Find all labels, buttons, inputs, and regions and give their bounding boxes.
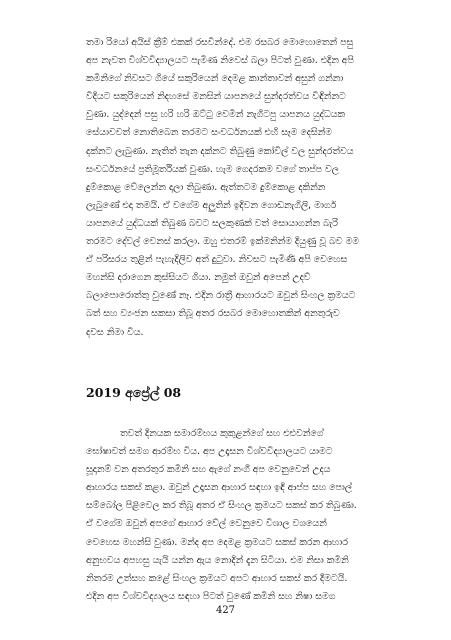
paragraph-line: සංවර්ධනයේ ප්‍රතිමූර්තියක් වුණා. හැම ගෙදරකම වගේ තාප්ප වල	[86, 163, 339, 175]
paragraph-line: නිතරම උත්සහ කළේ සිංහල ක්‍රමයට අපට ආහාර සකස් කර දීමටයි.	[86, 572, 348, 584]
paragraph-line: තමා රියෝ අයිස් ක්‍රීම් එකක් රසවින්දේ. එම රසබර මොහොතෙන් පසු	[86, 37, 354, 48]
paragraph-line: තවත් දිනයක සමාරම්භය කුකුළන්ගේ සහ එළුවන්ගේ	[120, 428, 324, 439]
paragraph-line: ඒ වගේම ඔවුන් අපගේ ආහාර වේල් වෙනුවෙ විශාල වශයෙන්	[86, 518, 327, 530]
paragraph-line: තරමට දේවල් වෙනස් කරලා. ඔහු එතරම් ඉක්මනින්ම දියුණු වූ බව මම	[86, 236, 359, 248]
paragraph-line: සේයාවවත් නොතිබෙන තරමට සංවර්ධනයක් එහි සෑම දෙසින්ම	[86, 127, 332, 139]
body-paragraph-2	[86, 425, 384, 606]
paragraph-line: දුම්කොළ වේලෙන්න දාලා තිබුණා. ඇත්තටම දුම්කොළ දකින්න	[86, 181, 326, 193]
paragraph-line: අනුභවය අපහසු යැයි යන්න ඇය නොදින් දැන සිටියා. එම නිසා කමිනි	[86, 554, 349, 566]
paragraph-line: ඒ පරිසරය තුළින් පැහැදිලිව අත් දුටුවා. නිවසට පැමිණි අපි වෙහෙස	[86, 254, 348, 266]
paragraph-line: අප නැවත විශ්වවිද්‍යාලයට පැමිණ නිවෙස් බලා පිටත් වුණා. එදින අපි	[86, 55, 354, 67]
paragraph-line: සූදානම් වන අතරතුර කමිනි සහ ඇගේ නංගී අප වෙනුවෙන් උදය	[86, 464, 331, 476]
paragraph-line: වෙහෙස මහන්සි වුණා. මන්ද අප දෙමළ ක්‍රමයට සකස් කරන ආහාර	[86, 536, 348, 548]
date-heading: 2019 අප්‍රේල් 08	[86, 385, 182, 400]
paragraph-line: ආහාරය සකස් කළා. ඔවුන් උදෑසන ආහාර සඳහා ඉඳි ආප්ප සහ පොල්	[86, 482, 353, 494]
paragraph-line: දක්නට ලැබුණා. නැතිත් තැන දක්නට තිබුණු කෝවිල් වල සුන්දරත්වය	[86, 145, 354, 157]
paragraph-line: ලැබුණේ එදා තමයි. ඒ වගේම අලුතින් ඉදිවන ගොඩනැගිලි, මාර්ග	[86, 199, 337, 211]
paragraph-line: එදින අප විශ්වවිද්‍යාලය සඳහා පිටත් වුණේ කමිනි සහ නිෂා සමග	[86, 590, 336, 602]
paragraph-line: සම්බෝල පිළිවෙල කර තිබූ අතර ඒ සිංහල ක්‍රමයට සකස් කර තිබුණා.	[86, 500, 357, 512]
paragraph-line: මහන්සි දරාගෙන කුස්සියට ගියා. නමුත් ඔවුන් අපෙන් උදව්	[86, 272, 311, 284]
paragraph-line: වුණා. යුද්දෙන් පසු හරි හරි ඔට්ටු වෙමින් නැගිටපු යාපනය යුද්ධයක	[86, 109, 346, 121]
paragraph-line: බලාපොරොත්තු වුණේ නෑ. එදින රාත්‍රී ආහාරයට ඔවුන් සිංහල ක්‍රමයට	[86, 290, 356, 302]
page-number: 427	[215, 605, 236, 616]
paragraph-line: යාපනයේ යුද්ධයක් තිබුණ බවට සලකුණක් වත් සොයාගන්න බැරි	[86, 217, 338, 229]
paragraph-line: ඝෝෂාවත් සමග ආරම්භ විය. අප උදෑසන විශ්වවිද්‍යාලයට යාමට	[86, 446, 333, 458]
paragraph-line: බත් සහ ව්‍යංජන සකසා තිබූ අතර රසබර මොහොතකින් අනතුරුව	[86, 308, 340, 320]
paragraph-line: විදියට සකුරියෙන් නිදහසේ මනසින් යාපනයේ සුන්දරත්වය විඳින්නට	[86, 91, 346, 103]
paragraph-line: දවස නිමා විය.	[86, 326, 144, 338]
paragraph-line: කමිනිගේ නිවසට ගියේ සකුරියෙන් දෙමළ කාන්තාවන් අසුන් ගන්නා	[86, 73, 344, 85]
body-paragraph-1	[86, 34, 384, 342]
